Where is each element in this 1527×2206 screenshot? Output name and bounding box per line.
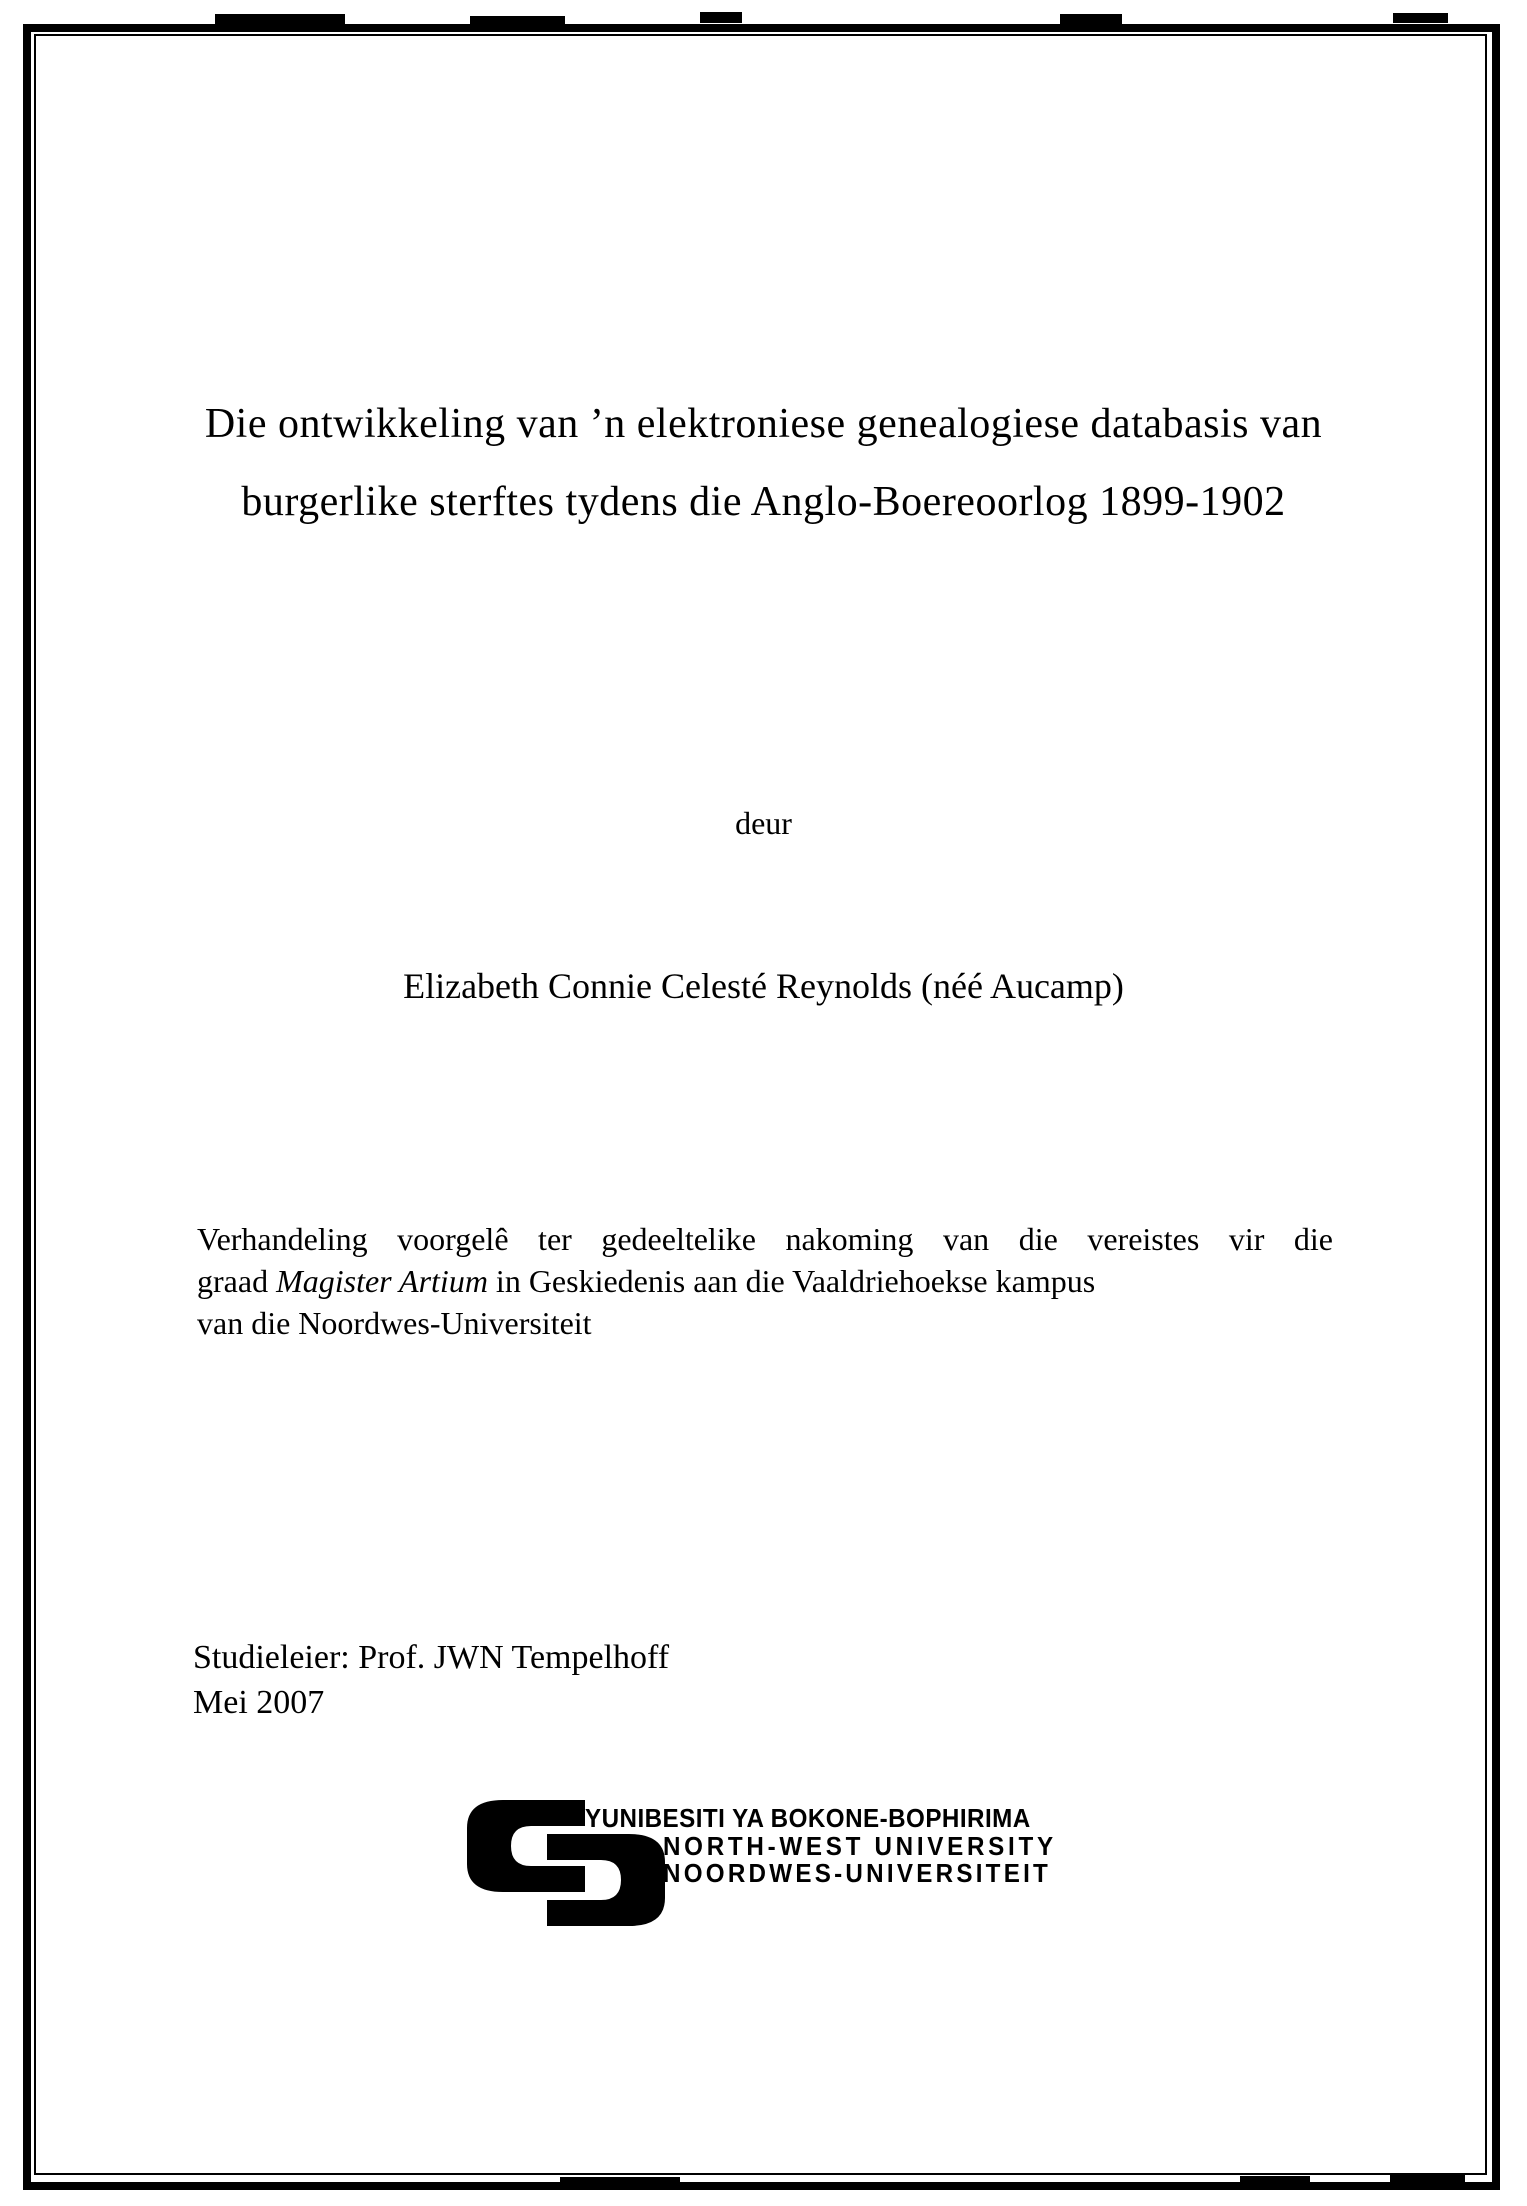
scan-artifact bbox=[1060, 14, 1122, 24]
scan-artifact bbox=[1393, 13, 1448, 23]
byline-label: deur bbox=[735, 805, 792, 841]
title-line-1: Die ontwikkeling van ’n elektroniese genealogiese databasis van bbox=[204, 401, 1323, 447]
scan-artifact bbox=[700, 12, 742, 23]
supervisor-block bbox=[193, 1635, 669, 1725]
statement-line-2-prefix: graad bbox=[197, 1263, 277, 1299]
author-name: Elizabeth Connie Celesté Reynolds (néé Aucamp) bbox=[403, 966, 1124, 1006]
statement-line-2 bbox=[197, 1260, 1333, 1302]
statement-line-2-suffix: in Geskiedenis aan die Vaaldriehoekse kampus bbox=[487, 1263, 1096, 1299]
submission-statement bbox=[197, 1218, 1333, 1344]
degree-name-italic: Magister Artium bbox=[276, 1263, 488, 1299]
university-name-english: NORTH-WEST UNIVERSITY bbox=[663, 1831, 1057, 1861]
title-line-2: burgerlike sterftes tydens die Anglo-Boereoorlog 1899-1902 bbox=[241, 479, 1286, 525]
university-name-setswana: YUNIBESITI YA BOKONE-BOPHIRIMA bbox=[585, 1803, 1031, 1833]
statement-line-1: Verhandeling voorgelê ter gedeeltelike nakoming van die vereistes vir die bbox=[197, 1221, 1333, 1257]
thesis-title bbox=[160, 385, 1367, 541]
supervisor-line: Studieleier: Prof. JWN Tempelhoff bbox=[193, 1639, 670, 1676]
date-line: Mei 2007 bbox=[193, 1684, 325, 1721]
statement-line-3: van die Noordwes-Universiteit bbox=[197, 1305, 592, 1341]
university-name-afrikaans: NOORDWES-UNIVERSITEIT bbox=[663, 1858, 1052, 1888]
